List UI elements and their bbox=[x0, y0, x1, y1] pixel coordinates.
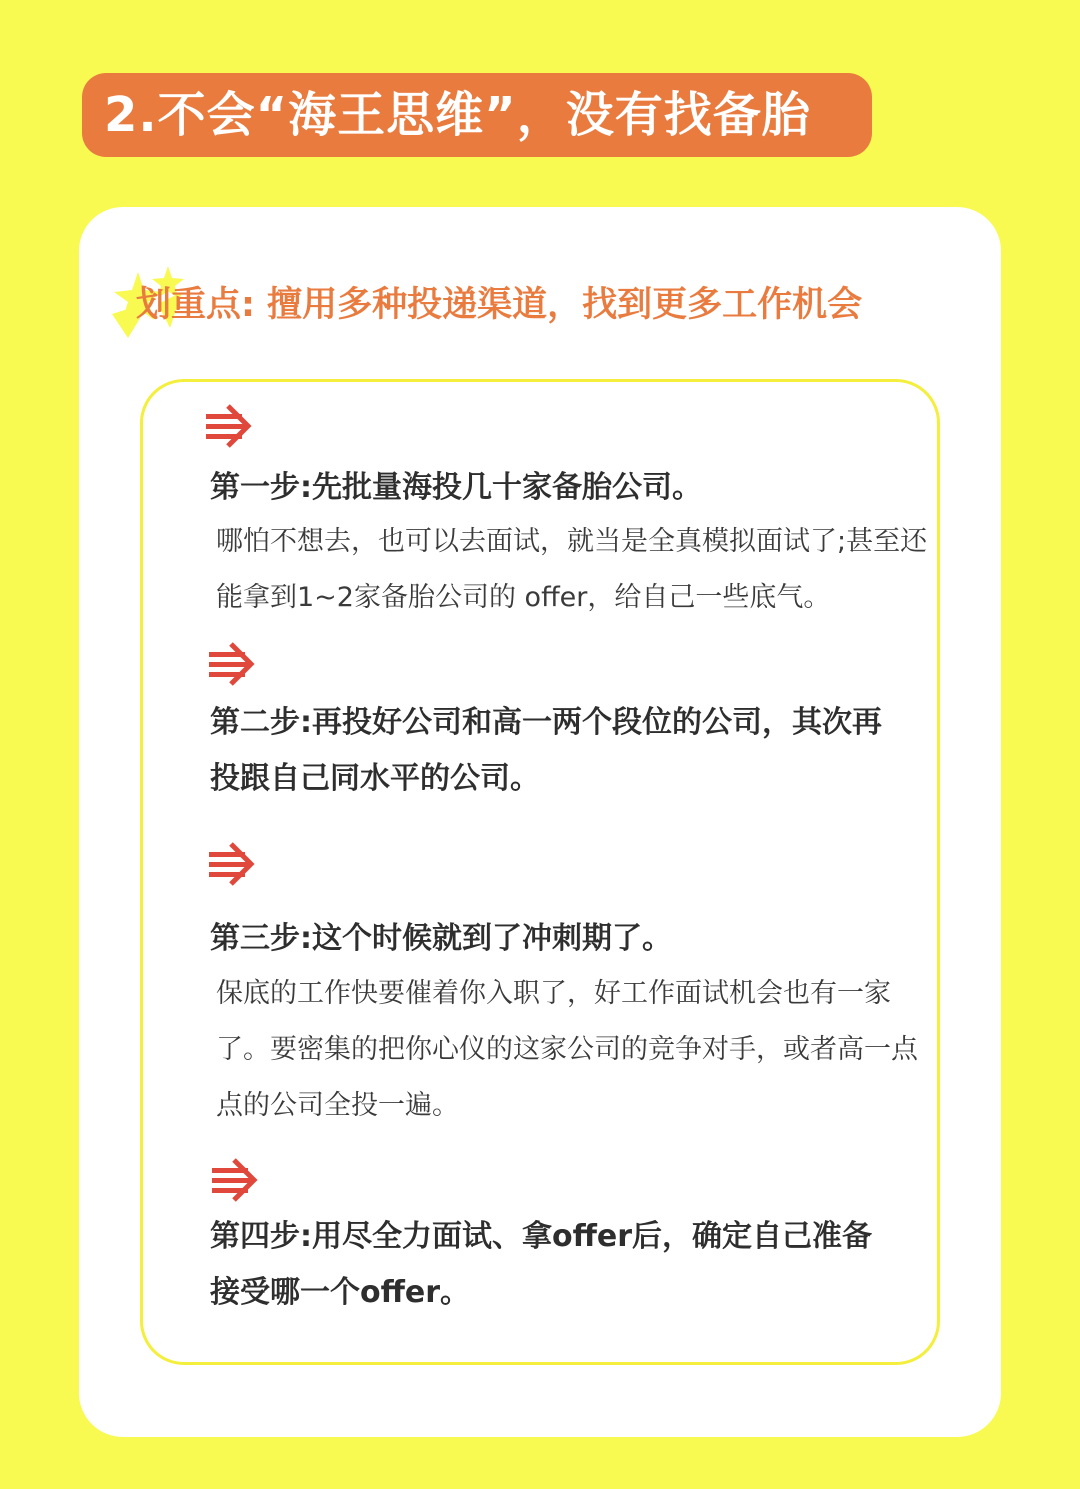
double-arrow-icon bbox=[204, 404, 252, 448]
step-3-title: 第三步:这个时候就到了冲刺期了。 bbox=[210, 921, 672, 956]
highlight-heading: 划重点: 擅用多种投递渠道，找到更多工作机会 bbox=[136, 285, 863, 325]
double-arrow-icon bbox=[210, 1158, 258, 1202]
step-4-title: 第四步:用尽全力面试、拿offer后，确定自己准备接受哪一个offer。 bbox=[210, 1219, 873, 1310]
step-3-body: 保底的工作快要催着你入职了，好工作面试机会也有一家了。要密集的把你心仪的这家公司的竞争对手，或者高一点点的公司全投一遍。 bbox=[216, 978, 918, 1121]
step-1-body: 哪怕不想去，也可以去面试，就当是全真模拟面试了;甚至还能拿到1~2家备胎公司的 offer，给自己一些底气。 bbox=[216, 526, 928, 613]
step-1-title: 第一步:先批量海投几十家备胎公司。 bbox=[210, 470, 702, 505]
step-2-title: 第二步:再投好公司和高一两个段位的公司，其次再投跟自己同水平的公司。 bbox=[210, 705, 882, 796]
page-title: 2.不会“海王思维”，没有找备胎 bbox=[82, 73, 872, 157]
double-arrow-icon bbox=[207, 842, 255, 886]
double-arrow-icon bbox=[207, 642, 255, 686]
